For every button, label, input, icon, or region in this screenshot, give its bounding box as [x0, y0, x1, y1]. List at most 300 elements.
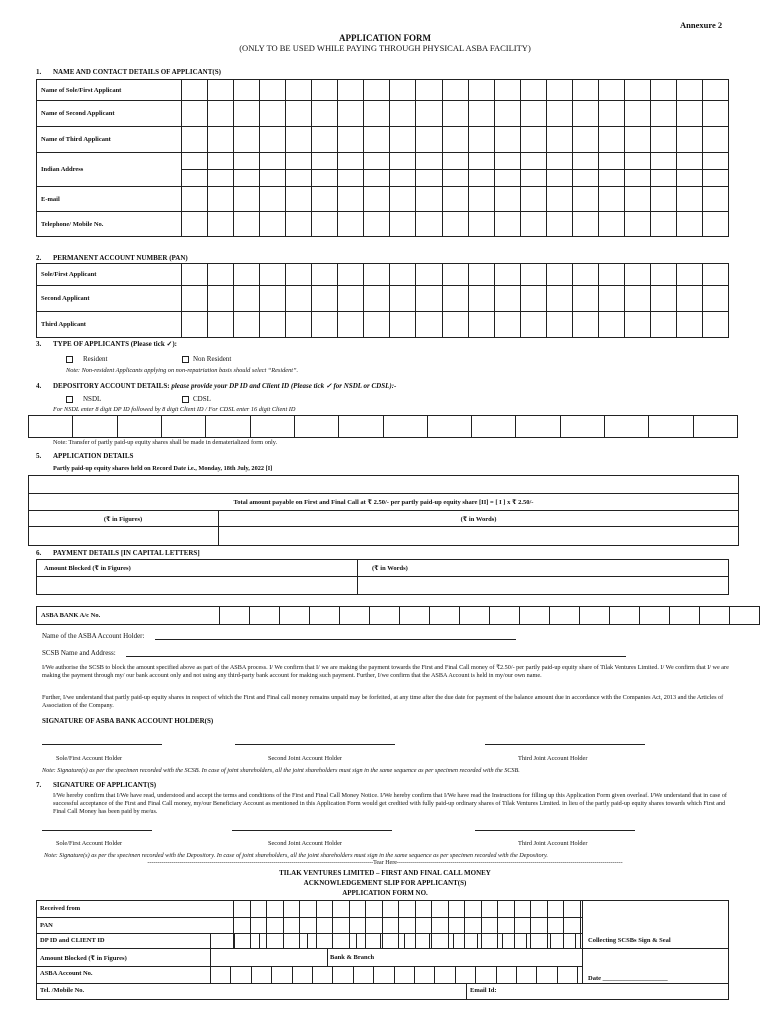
- asba-sig-line-3[interactable]: [485, 744, 645, 745]
- char-box[interactable]: [338, 212, 364, 237]
- char-box[interactable]: [494, 170, 520, 187]
- char-box[interactable]: [624, 101, 650, 127]
- char-box[interactable]: [312, 212, 338, 237]
- char-box[interactable]: [182, 127, 208, 153]
- char-box[interactable]: [670, 607, 700, 625]
- char-box[interactable]: [390, 127, 416, 153]
- char-box[interactable]: [316, 900, 317, 948]
- char-box[interactable]: [442, 187, 468, 212]
- char-box[interactable]: [271, 966, 272, 983]
- char-box[interactable]: [494, 212, 520, 237]
- char-box[interactable]: [598, 212, 624, 237]
- char-box[interactable]: [520, 153, 546, 170]
- char-box[interactable]: [312, 101, 338, 127]
- char-box[interactable]: [598, 80, 624, 101]
- char-box[interactable]: [312, 187, 338, 212]
- char-box[interactable]: [250, 416, 294, 438]
- dp-client-id-boxes[interactable]: [28, 415, 738, 438]
- char-box[interactable]: [260, 170, 286, 187]
- char-box[interactable]: [312, 264, 338, 286]
- char-box[interactable]: [650, 80, 676, 101]
- char-box[interactable]: [208, 153, 234, 170]
- char-box[interactable]: [383, 416, 427, 438]
- char-box[interactable]: [208, 170, 234, 187]
- char-box[interactable]: [182, 264, 208, 286]
- char-box[interactable]: [260, 264, 286, 286]
- char-box[interactable]: [299, 900, 300, 948]
- asba-sig-line-2[interactable]: [235, 744, 395, 745]
- char-box[interactable]: [364, 286, 390, 312]
- char-box[interactable]: [220, 607, 250, 625]
- char-box[interactable]: [520, 170, 546, 187]
- char-box[interactable]: [598, 127, 624, 153]
- char-box[interactable]: [294, 416, 338, 438]
- char-box[interactable]: [364, 212, 390, 237]
- char-box[interactable]: [349, 900, 350, 948]
- char-box[interactable]: [117, 416, 161, 438]
- char-box[interactable]: [676, 212, 702, 237]
- char-box[interactable]: [650, 264, 676, 286]
- char-box[interactable]: [430, 607, 460, 625]
- char-box[interactable]: [364, 80, 390, 101]
- char-box[interactable]: [516, 416, 560, 438]
- char-box[interactable]: [468, 286, 494, 312]
- char-box[interactable]: [338, 80, 364, 101]
- shares-held-field[interactable]: [28, 475, 739, 494]
- char-box[interactable]: [494, 80, 520, 101]
- char-box[interactable]: [73, 416, 117, 438]
- char-box[interactable]: [442, 170, 468, 187]
- asba-account-table[interactable]: [36, 606, 760, 625]
- char-box[interactable]: [575, 933, 576, 948]
- char-box[interactable]: [546, 187, 572, 212]
- char-box[interactable]: [390, 286, 416, 312]
- char-box[interactable]: [676, 264, 702, 286]
- char-box[interactable]: [208, 187, 234, 212]
- char-box[interactable]: [390, 312, 416, 338]
- char-box[interactable]: [572, 187, 598, 212]
- char-box[interactable]: [390, 187, 416, 212]
- char-box[interactable]: [577, 966, 578, 983]
- char-box[interactable]: [520, 312, 546, 338]
- char-box[interactable]: [312, 153, 338, 170]
- char-box[interactable]: [286, 80, 312, 101]
- char-box[interactable]: [364, 127, 390, 153]
- char-box[interactable]: [364, 153, 390, 170]
- char-box[interactable]: [442, 312, 468, 338]
- char-box[interactable]: [431, 900, 432, 948]
- char-box[interactable]: [494, 127, 520, 153]
- char-box[interactable]: [283, 933, 284, 948]
- char-box[interactable]: [448, 900, 449, 948]
- char-box[interactable]: [468, 80, 494, 101]
- char-box[interactable]: [468, 312, 494, 338]
- char-box[interactable]: [464, 900, 465, 948]
- char-box[interactable]: [477, 933, 478, 948]
- char-box[interactable]: [700, 607, 730, 625]
- char-box[interactable]: [404, 933, 405, 948]
- char-box[interactable]: [693, 416, 737, 438]
- char-box[interactable]: [453, 933, 454, 948]
- char-box[interactable]: [260, 127, 286, 153]
- char-box[interactable]: [286, 170, 312, 187]
- char-box[interactable]: [416, 187, 442, 212]
- char-box[interactable]: [234, 286, 260, 312]
- char-box[interactable]: [580, 900, 581, 948]
- scsb-field[interactable]: [126, 656, 626, 657]
- char-box[interactable]: [338, 170, 364, 187]
- char-box[interactable]: [702, 101, 728, 127]
- char-box[interactable]: [502, 933, 503, 948]
- char-box[interactable]: [234, 153, 260, 170]
- char-box[interactable]: [382, 900, 383, 948]
- char-box[interactable]: [356, 933, 357, 948]
- char-box[interactable]: [442, 212, 468, 237]
- char-box[interactable]: [339, 416, 383, 438]
- char-box[interactable]: [497, 900, 498, 948]
- char-box[interactable]: [182, 170, 208, 187]
- char-box[interactable]: [286, 127, 312, 153]
- char-box[interactable]: [208, 286, 234, 312]
- char-box[interactable]: [598, 187, 624, 212]
- amount-blocked-field[interactable]: [37, 577, 356, 594]
- char-box[interactable]: [650, 187, 676, 212]
- char-box[interactable]: [572, 312, 598, 338]
- applicant-sig-line-1[interactable]: [42, 830, 152, 831]
- char-box[interactable]: [390, 212, 416, 237]
- char-box[interactable]: [286, 153, 312, 170]
- char-box[interactable]: [546, 101, 572, 127]
- char-box[interactable]: [466, 983, 467, 1000]
- char-box[interactable]: [442, 153, 468, 170]
- char-box[interactable]: [332, 966, 333, 983]
- char-box[interactable]: [259, 933, 260, 948]
- char-box[interactable]: [390, 170, 416, 187]
- char-box[interactable]: [460, 607, 490, 625]
- char-box[interactable]: [208, 101, 234, 127]
- cdsl-option[interactable]: [182, 395, 211, 403]
- char-box[interactable]: [702, 212, 728, 237]
- char-box[interactable]: [520, 264, 546, 286]
- char-box[interactable]: [416, 312, 442, 338]
- char-box[interactable]: [182, 286, 208, 312]
- char-box[interactable]: [496, 966, 497, 983]
- char-box[interactable]: [364, 312, 390, 338]
- char-box[interactable]: [494, 264, 520, 286]
- char-box[interactable]: [286, 101, 312, 127]
- total-figures-field[interactable]: [28, 527, 218, 545]
- char-box[interactable]: [312, 170, 338, 187]
- char-box[interactable]: [468, 264, 494, 286]
- char-box[interactable]: [210, 966, 211, 983]
- char-box[interactable]: [676, 286, 702, 312]
- char-box[interactable]: [365, 900, 366, 948]
- char-box[interactable]: [182, 153, 208, 170]
- char-box[interactable]: [208, 264, 234, 286]
- char-box[interactable]: [260, 312, 286, 338]
- char-box[interactable]: [416, 153, 442, 170]
- char-box[interactable]: [676, 187, 702, 212]
- char-box[interactable]: [182, 101, 208, 127]
- char-box[interactable]: [327, 948, 328, 966]
- char-box[interactable]: [526, 933, 527, 948]
- char-box[interactable]: [292, 966, 293, 983]
- char-box[interactable]: [650, 312, 676, 338]
- char-box[interactable]: [260, 101, 286, 127]
- char-box[interactable]: [312, 286, 338, 312]
- char-box[interactable]: [416, 212, 442, 237]
- char-box[interactable]: [260, 153, 286, 170]
- char-box[interactable]: [475, 966, 476, 983]
- char-box[interactable]: [312, 80, 338, 101]
- asba-sig-line-1[interactable]: [42, 744, 162, 745]
- char-box[interactable]: [416, 127, 442, 153]
- char-box[interactable]: [310, 607, 340, 625]
- char-box[interactable]: [434, 966, 435, 983]
- char-box[interactable]: [468, 153, 494, 170]
- char-box[interactable]: [234, 127, 260, 153]
- char-box[interactable]: [260, 187, 286, 212]
- char-box[interactable]: [546, 312, 572, 338]
- char-box[interactable]: [338, 264, 364, 286]
- char-box[interactable]: [650, 212, 676, 237]
- applicant-sig-line-2[interactable]: [232, 830, 392, 831]
- char-box[interactable]: [307, 933, 308, 948]
- char-box[interactable]: [702, 127, 728, 153]
- char-box[interactable]: [624, 312, 650, 338]
- char-box[interactable]: [598, 264, 624, 286]
- char-box[interactable]: [455, 966, 456, 983]
- char-box[interactable]: [598, 312, 624, 338]
- char-box[interactable]: [624, 80, 650, 101]
- char-box[interactable]: [572, 212, 598, 237]
- char-box[interactable]: [624, 170, 650, 187]
- char-box[interactable]: [400, 607, 430, 625]
- char-box[interactable]: [468, 187, 494, 212]
- char-box[interactable]: [286, 187, 312, 212]
- non-resident-option[interactable]: [182, 355, 231, 363]
- char-box[interactable]: [286, 286, 312, 312]
- char-box[interactable]: [442, 264, 468, 286]
- char-box[interactable]: [427, 416, 471, 438]
- char-box[interactable]: [468, 170, 494, 187]
- char-box[interactable]: [250, 900, 251, 948]
- char-box[interactable]: [580, 607, 610, 625]
- char-box[interactable]: [702, 264, 728, 286]
- char-box[interactable]: [234, 187, 260, 212]
- non-resident-checkbox[interactable]: [182, 356, 189, 363]
- char-box[interactable]: [370, 607, 400, 625]
- char-box[interactable]: [572, 127, 598, 153]
- applicant-sig-line-3[interactable]: [475, 830, 635, 831]
- char-box[interactable]: [251, 966, 252, 983]
- char-box[interactable]: [468, 101, 494, 127]
- resident-option[interactable]: [66, 355, 108, 363]
- char-box[interactable]: [390, 101, 416, 127]
- char-box[interactable]: [520, 101, 546, 127]
- char-box[interactable]: [364, 170, 390, 187]
- char-box[interactable]: [338, 286, 364, 312]
- char-box[interactable]: [546, 170, 572, 187]
- applicant-details-table[interactable]: [36, 79, 729, 237]
- char-box[interactable]: [340, 607, 370, 625]
- char-box[interactable]: [373, 966, 374, 983]
- char-box[interactable]: [730, 607, 760, 625]
- char-box[interactable]: [520, 187, 546, 212]
- pan-table[interactable]: [36, 263, 729, 338]
- char-box[interactable]: [702, 80, 728, 101]
- cdsl-checkbox[interactable]: [182, 396, 189, 403]
- char-box[interactable]: [494, 312, 520, 338]
- char-box[interactable]: [234, 312, 260, 338]
- char-box[interactable]: [416, 264, 442, 286]
- char-box[interactable]: [563, 900, 564, 948]
- char-box[interactable]: [547, 900, 548, 948]
- char-box[interactable]: [280, 607, 310, 625]
- char-box[interactable]: [230, 966, 231, 983]
- char-box[interactable]: [550, 933, 551, 948]
- char-box[interactable]: [208, 212, 234, 237]
- char-box[interactable]: [29, 416, 73, 438]
- char-box[interactable]: [182, 312, 208, 338]
- char-box[interactable]: [380, 933, 381, 948]
- char-box[interactable]: [676, 170, 702, 187]
- char-box[interactable]: [364, 264, 390, 286]
- char-box[interactable]: [442, 127, 468, 153]
- char-box[interactable]: [598, 286, 624, 312]
- char-box[interactable]: [234, 933, 235, 948]
- asba-holder-field[interactable]: [155, 639, 516, 640]
- char-box[interactable]: [468, 127, 494, 153]
- char-box[interactable]: [415, 900, 416, 948]
- char-box[interactable]: [353, 966, 354, 983]
- char-box[interactable]: [338, 127, 364, 153]
- char-box[interactable]: [390, 153, 416, 170]
- char-box[interactable]: [560, 416, 604, 438]
- char-box[interactable]: [572, 264, 598, 286]
- char-box[interactable]: [208, 312, 234, 338]
- char-box[interactable]: [546, 153, 572, 170]
- char-box[interactable]: [260, 80, 286, 101]
- char-box[interactable]: [234, 170, 260, 187]
- char-box[interactable]: [640, 607, 670, 625]
- char-box[interactable]: [650, 153, 676, 170]
- char-box[interactable]: [676, 101, 702, 127]
- char-box[interactable]: [494, 153, 520, 170]
- char-box[interactable]: [182, 187, 208, 212]
- char-box[interactable]: [650, 127, 676, 153]
- char-box[interactable]: [650, 170, 676, 187]
- char-box[interactable]: [514, 900, 515, 948]
- char-box[interactable]: [260, 212, 286, 237]
- char-box[interactable]: [182, 80, 208, 101]
- char-box[interactable]: [416, 101, 442, 127]
- char-box[interactable]: [234, 80, 260, 101]
- char-box[interactable]: [234, 212, 260, 237]
- char-box[interactable]: [546, 212, 572, 237]
- char-box[interactable]: [557, 966, 558, 983]
- char-box[interactable]: [490, 607, 520, 625]
- nsdl-checkbox[interactable]: [66, 396, 73, 403]
- char-box[interactable]: [520, 607, 550, 625]
- char-box[interactable]: [364, 101, 390, 127]
- char-box[interactable]: [624, 212, 650, 237]
- char-box[interactable]: [338, 187, 364, 212]
- char-box[interactable]: [520, 286, 546, 312]
- char-box[interactable]: [494, 101, 520, 127]
- char-box[interactable]: [332, 933, 333, 948]
- char-box[interactable]: [624, 153, 650, 170]
- char-box[interactable]: [161, 416, 205, 438]
- char-box[interactable]: [649, 416, 693, 438]
- char-box[interactable]: [414, 966, 415, 983]
- char-box[interactable]: [286, 264, 312, 286]
- char-box[interactable]: [234, 101, 260, 127]
- char-box[interactable]: [676, 127, 702, 153]
- char-box[interactable]: [234, 264, 260, 286]
- char-box[interactable]: [546, 127, 572, 153]
- char-box[interactable]: [520, 127, 546, 153]
- char-box[interactable]: [338, 312, 364, 338]
- char-box[interactable]: [481, 900, 482, 948]
- char-box[interactable]: [624, 127, 650, 153]
- amount-words-field[interactable]: [358, 577, 728, 594]
- char-box[interactable]: [530, 900, 531, 948]
- char-box[interactable]: [429, 933, 430, 948]
- char-box[interactable]: [364, 187, 390, 212]
- total-words-field[interactable]: [219, 527, 739, 545]
- char-box[interactable]: [250, 607, 280, 625]
- char-box[interactable]: [702, 312, 728, 338]
- char-box[interactable]: [572, 170, 598, 187]
- char-box[interactable]: [546, 80, 572, 101]
- char-box[interactable]: [468, 212, 494, 237]
- char-box[interactable]: [338, 101, 364, 127]
- char-box[interactable]: [572, 80, 598, 101]
- char-box[interactable]: [416, 80, 442, 101]
- char-box[interactable]: [546, 264, 572, 286]
- char-box[interactable]: [494, 187, 520, 212]
- char-box[interactable]: [394, 966, 395, 983]
- char-box[interactable]: [442, 101, 468, 127]
- char-box[interactable]: [546, 286, 572, 312]
- char-box[interactable]: [416, 286, 442, 312]
- char-box[interactable]: [182, 212, 208, 237]
- char-box[interactable]: [520, 80, 546, 101]
- char-box[interactable]: [472, 416, 516, 438]
- char-box[interactable]: [624, 264, 650, 286]
- char-box[interactable]: [208, 80, 234, 101]
- char-box[interactable]: [494, 286, 520, 312]
- char-box[interactable]: [702, 286, 728, 312]
- char-box[interactable]: [676, 153, 702, 170]
- char-box[interactable]: [312, 127, 338, 153]
- char-box[interactable]: [702, 187, 728, 212]
- char-box[interactable]: [702, 170, 728, 187]
- resident-checkbox[interactable]: [66, 356, 73, 363]
- char-box[interactable]: [208, 127, 234, 153]
- char-box[interactable]: [398, 900, 399, 948]
- char-box[interactable]: [572, 286, 598, 312]
- char-box[interactable]: [676, 312, 702, 338]
- char-box[interactable]: [210, 933, 211, 948]
- char-box[interactable]: [702, 153, 728, 170]
- char-box[interactable]: [390, 80, 416, 101]
- char-box[interactable]: [650, 286, 676, 312]
- char-box[interactable]: [312, 966, 313, 983]
- char-box[interactable]: [624, 286, 650, 312]
- char-box[interactable]: [598, 170, 624, 187]
